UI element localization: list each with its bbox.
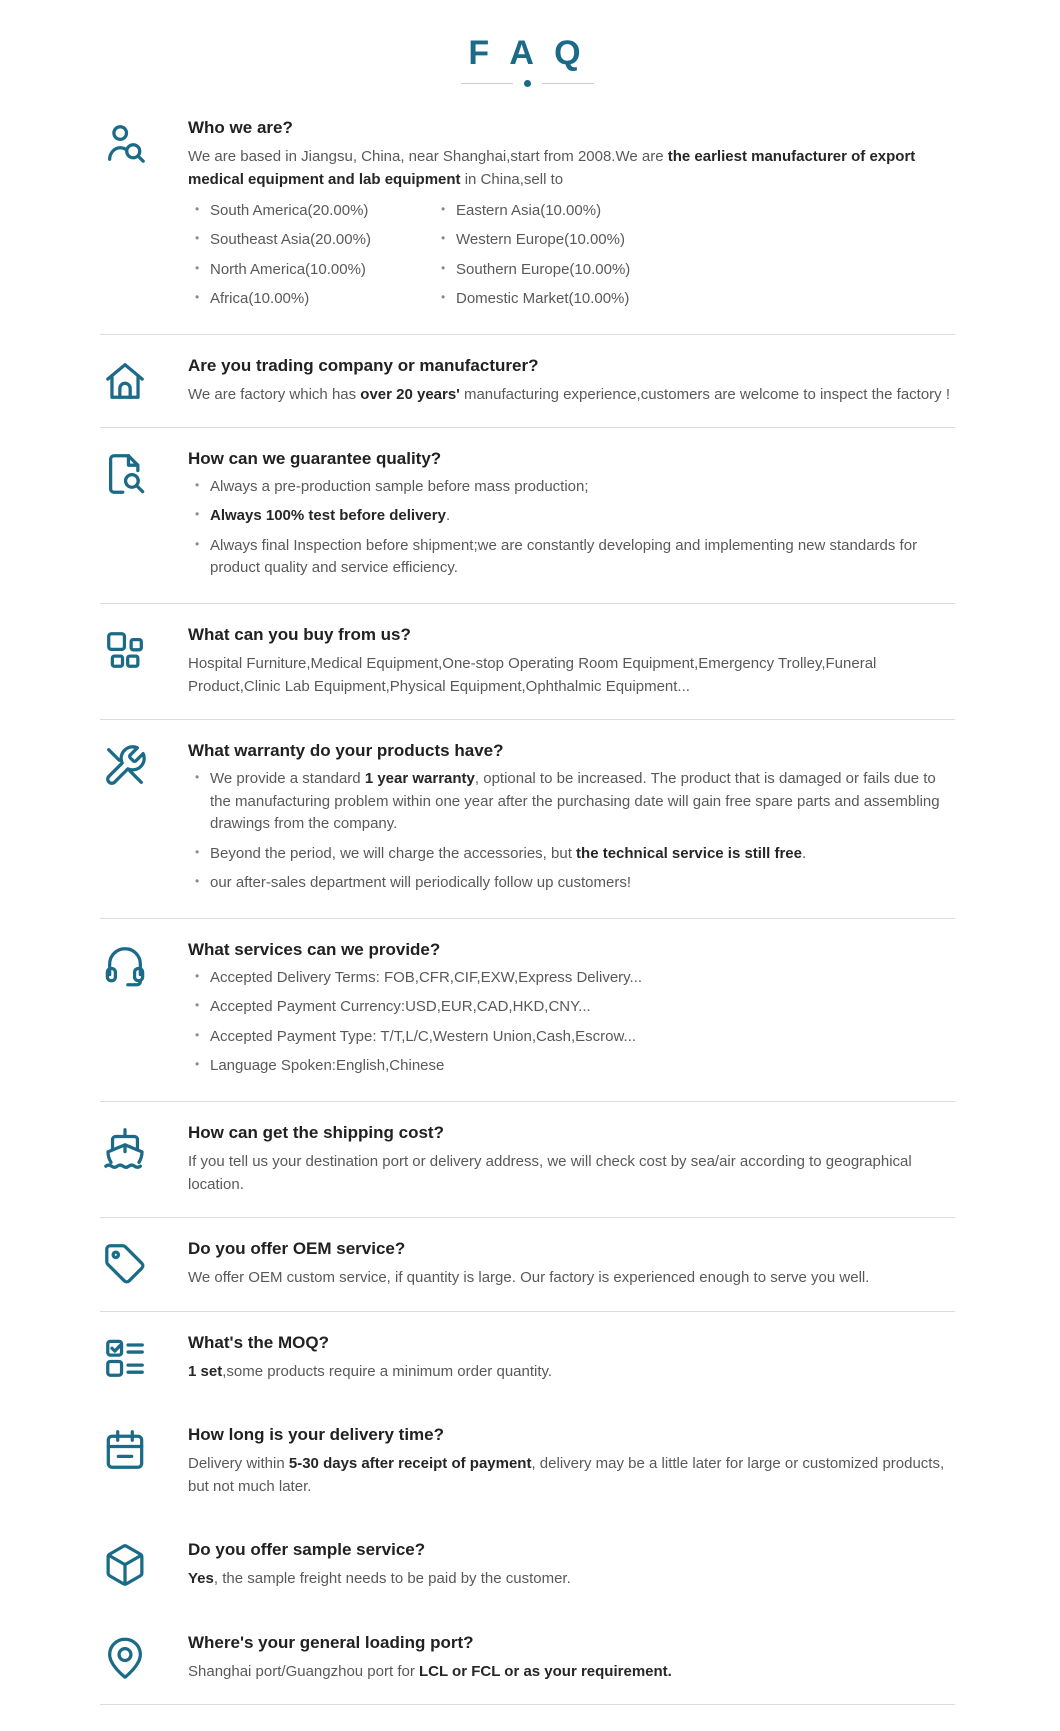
faq-section — [100, 1404, 955, 1520]
ship-icon — [102, 1125, 148, 1171]
location-pin-icon — [102, 1635, 148, 1681]
icon-column — [100, 1425, 188, 1504]
answer-text: , delivery may be a little later for large or customized products, but not much later. — [188, 1454, 945, 1495]
answer-paragraph — [188, 1150, 955, 1197]
bullet-item — [188, 476, 955, 499]
emphasis-text: LCL or FCL or as your requirement. — [419, 1662, 672, 1680]
answer — [188, 1567, 955, 1590]
user-search-icon — [102, 120, 148, 166]
faq-section — [100, 428, 955, 603]
bullet-item — [188, 505, 955, 528]
answer — [188, 1360, 955, 1383]
bullet-item — [188, 843, 955, 866]
deco-dot — [524, 80, 531, 87]
answer — [188, 652, 955, 699]
faq-section — [100, 97, 955, 334]
faq-content — [188, 1633, 955, 1688]
question-heading: Who we are? — [188, 118, 293, 137]
bullet-item — [188, 967, 955, 990]
answer-text: our after-sales department will periodically follow up customers! — [210, 874, 632, 892]
bullet-list — [188, 476, 955, 580]
faq-content — [188, 940, 955, 1085]
answer-text: . — [802, 844, 807, 862]
checklist-icon — [102, 1335, 148, 1381]
answer — [188, 1452, 955, 1499]
calendar-icon — [102, 1427, 148, 1473]
answer-text: manufacturing experience,customers are welcome to inspect the factory ! — [459, 385, 951, 403]
bullet-list — [188, 768, 955, 895]
answer-text: Delivery within — [188, 1454, 289, 1472]
page-title: F A Q — [468, 34, 587, 72]
emphasis-text: 1 set — [188, 1362, 223, 1380]
faq-list — [100, 97, 955, 1705]
tools-icon — [102, 743, 148, 789]
faq-content — [188, 1239, 955, 1294]
answer — [188, 1150, 955, 1197]
faq-header — [100, 34, 955, 87]
answer — [188, 768, 955, 895]
answer-paragraph — [188, 145, 955, 192]
question-heading: Where's your general loading port? — [188, 1632, 474, 1652]
answer-paragraph — [188, 1567, 955, 1590]
tag-icon — [102, 1241, 148, 1287]
question-heading: What warranty do your products have? — [188, 741, 504, 761]
answer-paragraph — [188, 1452, 955, 1499]
icon-column — [100, 741, 188, 902]
answer — [188, 967, 955, 1078]
answer — [188, 476, 955, 580]
icon-column — [100, 449, 188, 587]
bullet-item — [188, 768, 955, 836]
bullet-list — [188, 200, 434, 318]
icon-column — [100, 1633, 188, 1688]
faq-content — [188, 1425, 955, 1504]
bullet-item — [188, 872, 955, 895]
icon-column — [100, 625, 188, 704]
bullet-item — [188, 1026, 955, 1049]
headset-icon — [102, 942, 148, 988]
bullet-item — [188, 996, 955, 1019]
faq-content — [188, 741, 955, 902]
faq-section — [100, 1218, 955, 1310]
deco-line-left — [461, 83, 513, 84]
bullet-item: • Western Europe(10.00%) — [434, 229, 630, 252]
icon-column — [100, 1540, 188, 1595]
answer-text: Shanghai port/Guangzhou port for — [188, 1662, 419, 1680]
answer — [188, 383, 955, 406]
faq-content — [188, 1333, 955, 1388]
answer-text: ,some products require a minimum order quantity. — [222, 1362, 553, 1380]
question-heading: Do you offer sample service? — [188, 1540, 426, 1560]
bullet-item: • North America(10.00%) — [188, 259, 434, 282]
faq-section — [100, 604, 955, 720]
question-heading: Are you trading company or manufacturer? — [188, 355, 539, 375]
answer-text: . — [445, 507, 451, 525]
question-heading: Do you offer OEM service? — [188, 1239, 406, 1259]
bullet-item: • Africa(10.00%) — [188, 288, 434, 311]
answer-text: , the sample freight needs to be paid by the customer. — [213, 1570, 571, 1588]
answer-text: Always final Inspection before shipment;we are constantly developing and implementing new standards for product quality and service efficiency. — [210, 536, 918, 577]
question-heading: How can get the shipping cost? — [188, 1122, 444, 1142]
emphasis-text: the technical service is still free — [576, 844, 802, 862]
faq-section — [100, 1312, 955, 1404]
answer-paragraph — [188, 1660, 955, 1683]
answer-text: We are factory which has — [188, 385, 361, 403]
faq-section — [100, 720, 955, 918]
answer — [188, 1266, 955, 1289]
icon-column — [100, 356, 188, 411]
bullet-item: • Southern Europe(10.00%) — [434, 259, 630, 282]
emphasis-text: the earliest manufacturer of export medical equipment and lab equipment — [188, 148, 916, 189]
faq-content — [188, 1540, 955, 1595]
package-icon — [102, 1542, 148, 1588]
answer-text: We are based in Jiangsu, China, near Shanghai,start from 2008.We are — [188, 148, 668, 165]
answer-text: We offer OEM custom service, if quantity is large. Our factory is experienced enough to serve you well. — [188, 1269, 870, 1287]
answer-text: Beyond the period, we will charge the accessories, but — [210, 844, 577, 862]
question-heading: What's the MOQ? — [188, 1332, 329, 1352]
emphasis-text: 5-30 days after receipt of payment — [288, 1454, 532, 1472]
answer-text: Accepted Delivery Terms: FOB,CFR,CIF,EXW,Express Delivery... — [210, 968, 643, 986]
answer-text: Language Spoken:English,Chinese — [210, 1057, 445, 1075]
emphasis-text: Always 100% test before delivery — [210, 507, 446, 525]
answer — [188, 1660, 955, 1683]
bullet-columns — [188, 197, 955, 318]
icon-column — [100, 940, 188, 1085]
bullet-list — [434, 200, 630, 318]
faq-section — [100, 919, 955, 1101]
icon-column — [100, 118, 188, 318]
bullet-item — [188, 1055, 955, 1078]
emphasis-text: 1 year warranty — [364, 770, 475, 788]
faq-section — [100, 1612, 955, 1704]
bullet-list — [188, 967, 955, 1078]
answer-text: We provide a standard — [210, 770, 365, 788]
icon-column — [100, 1333, 188, 1388]
bullet-item: • Domestic Market(10.00%) — [434, 288, 630, 311]
question-heading: How can we guarantee quality? — [188, 448, 442, 468]
answer-text: in China,sell to — [460, 171, 564, 189]
question-heading: What can you buy from us? — [188, 624, 411, 644]
faq-content — [188, 625, 955, 704]
icon-column — [100, 1239, 188, 1294]
answer-paragraph — [188, 1360, 955, 1383]
faq-content — [188, 356, 955, 411]
bullet-item: • Southeast Asia(20.00%) — [188, 229, 434, 252]
answer-text: , optional to be increased. The product that is damaged or fails due to the manufacturing problem within one year after the purchasing date will gain free spare parts and assembling drawings from the company. — [210, 770, 940, 833]
bullet-item: • Eastern Asia(10.00%) — [434, 200, 630, 223]
faq-section — [100, 1519, 955, 1611]
answer — [188, 145, 955, 318]
document-search-icon — [102, 451, 148, 497]
deco-line-right — [542, 83, 594, 84]
emphasis-text: over 20 years' — [360, 385, 460, 403]
answer-text: Accepted Payment Currency:USD,EUR,CAD,HKD,CNY... — [210, 998, 591, 1016]
home-icon — [102, 358, 148, 404]
question-heading: How long is your delivery time? — [188, 1424, 444, 1444]
faq-section — [100, 335, 955, 427]
answer-paragraph — [188, 383, 955, 406]
title-divider — [100, 80, 955, 87]
faq-section — [100, 1102, 955, 1218]
answer-paragraph — [188, 652, 955, 699]
faq-content — [188, 118, 955, 318]
blocks-icon — [102, 627, 148, 673]
bullet-item — [188, 535, 955, 580]
icon-column — [100, 1123, 188, 1202]
bullet-item: • South America(20.00%) — [188, 200, 434, 223]
answer-paragraph — [188, 1266, 955, 1289]
section-divider — [100, 1704, 955, 1705]
answer-text: Accepted Payment Type: T/T,L/C,Western Union,Cash,Escrow... — [210, 1027, 637, 1045]
faq-content — [188, 449, 955, 587]
answer-text: Always a pre-production sample before mass production; — [210, 477, 589, 495]
emphasis-text: Yes — [188, 1570, 214, 1588]
answer-text: Hospital Furniture,Medical Equipment,One-stop Operating Room Equipment,Emergency Trolley,Funeral Product,Clinic Lab Equipment,Physical Equipment,Ophthalmic Equipment... — [188, 654, 877, 695]
answer-text: If you tell us your destination port or delivery address, we will check cost by sea/air according to geographical location. — [188, 1152, 912, 1193]
faq-content — [188, 1123, 955, 1202]
question-heading: What services can we provide? — [188, 939, 441, 959]
